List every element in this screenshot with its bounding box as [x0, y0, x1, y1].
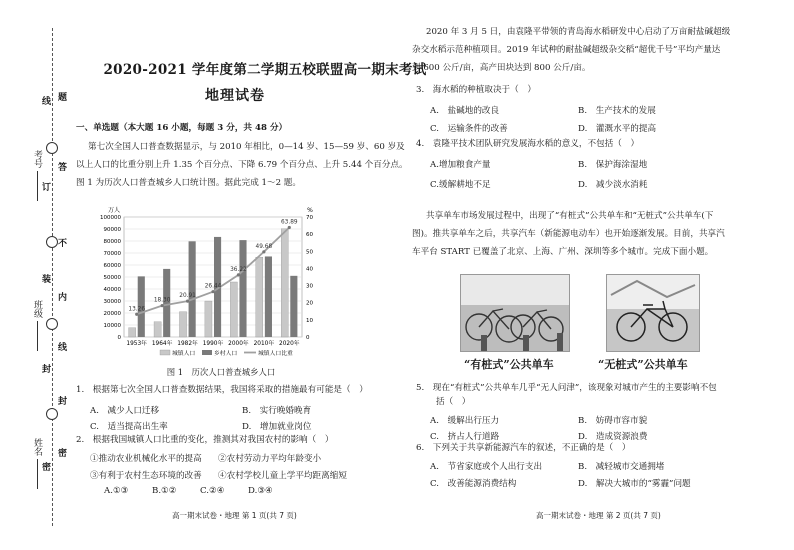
q2-option-d[interactable]: D.③④	[248, 486, 273, 496]
seal-word: 密	[42, 460, 51, 473]
urban-ratio-point	[135, 313, 138, 316]
seal-word: 封	[42, 362, 51, 375]
q4-option-d[interactable]: D. 减少淡水消耗	[578, 180, 648, 190]
seal-word-inner: 密	[58, 449, 68, 459]
y-tick-label: 70000	[103, 251, 121, 257]
urban-bar	[281, 229, 288, 337]
docked-bikes-image	[461, 275, 569, 351]
urban-bar	[205, 301, 212, 337]
q4-option-b[interactable]: B. 保护海涂湿地	[578, 160, 648, 170]
y2-tick-label: 30	[306, 283, 313, 290]
right-page	[412, 0, 772, 550]
legend-ratio: 城镇人口比重	[258, 351, 293, 357]
q2-item: ②农村劳动力平均年龄变小	[218, 454, 322, 464]
q3-option-d[interactable]: D. 灌溉水平的提高	[578, 124, 657, 134]
name-label: 姓名	[32, 438, 42, 456]
data-label: 13.26	[128, 306, 146, 313]
page-footer: 高一期末试卷・地理 第 1 页(共 7 页)	[172, 511, 297, 520]
urban-ratio-point	[262, 250, 265, 253]
legend-urban: 城镇人口	[172, 351, 196, 357]
right-axis-unit: %	[307, 207, 313, 214]
q1-option-c[interactable]: C. 适当提高出生率	[90, 422, 168, 432]
y2-tick-label: 0	[306, 335, 310, 341]
data-label: 20.91	[179, 293, 196, 300]
q1-option-a[interactable]: A. 减少人口迁移	[90, 406, 160, 416]
y2-tick-label: 50	[306, 249, 313, 256]
q2-item: ④农村学校儿童上学平均距离缩短	[218, 471, 347, 481]
urban-bar	[179, 312, 186, 337]
question-1: 1. 根据第七次全国人口普查数据结果，我国将采取的措施最有可能是（ ）	[76, 385, 368, 395]
x-tick-label: 1990年	[202, 341, 224, 347]
seal-word-inner: 答	[58, 163, 68, 173]
intro-line: 图 1 为历次人口普查城乡人口统计图。据此完成 1～2 题。	[76, 178, 301, 188]
question-5-cont: 括（ ）	[436, 397, 471, 407]
q3-option-b[interactable]: B. 生产技术的发展	[578, 106, 656, 116]
y2-tick-label: 70	[306, 215, 313, 221]
q2-item: ③有利于农村生态环境的改善	[90, 471, 202, 481]
exam-number-field[interactable]	[31, 150, 44, 201]
urban-ratio-point	[161, 304, 164, 307]
urban-bar	[230, 282, 237, 337]
y-tick-label: 0	[117, 335, 121, 341]
population-chart-svg	[88, 203, 338, 359]
exam-subtitle: 地理试卷	[205, 88, 265, 104]
rural-bar	[189, 241, 196, 337]
q2-option-b[interactable]: B.①②	[152, 486, 177, 496]
q5-option-c[interactable]: C. 挤占人行道路	[430, 432, 500, 442]
rural-bar	[265, 256, 272, 337]
seal-word-inner: 内	[58, 293, 68, 303]
figure-caption: 图 1 历次人口普查城乡人口	[166, 367, 276, 377]
photo1-caption: “有桩式”公共单车	[464, 358, 554, 371]
q3-option-a[interactable]: A. 盐碱地的改良	[430, 106, 500, 116]
intro-line: 到 600 公斤/亩，高产田块达到 800 公斤/亩。	[412, 63, 591, 73]
class-label: 班级	[32, 300, 42, 318]
y-tick-label: 10000	[103, 323, 121, 329]
x-tick-label: 1982年	[177, 341, 198, 347]
q4-option-a[interactable]: A.增加粮食产量	[430, 160, 491, 170]
binding-hole	[46, 142, 58, 154]
q6-option-d[interactable]: D. 解决大城市的“雾霾”问题	[578, 479, 691, 489]
urban-bar	[256, 257, 263, 337]
intro-line: 第七次全国人口普查数据显示，与 2010 年相比，0—14 岁、15—59 岁、60 岁及	[88, 142, 405, 152]
legend-swatch-rural	[202, 350, 212, 355]
bike-passage-line: 图)。推共享单车之后，共享汽车（新能源电动车）也开始逐渐发展。目前，共享汽	[412, 229, 725, 239]
q1-option-b[interactable]: B. 实行晚婚晚育	[242, 406, 312, 416]
left-axis-unit: 万人	[107, 207, 120, 214]
y-tick-label: 40000	[103, 287, 121, 293]
dockless-bike-image	[607, 275, 699, 351]
binding-margin	[0, 0, 68, 550]
y-tick-label: 80000	[103, 239, 121, 245]
q2-item: ①推动农业机械化水平的提高	[90, 454, 202, 464]
urban-bar	[154, 322, 161, 337]
question-4: 4. 袁隆平技术团队研究发展海水稻的意义，不包括（ ）	[416, 139, 640, 149]
x-tick-label: 2010年	[253, 341, 275, 347]
question-6: 6. 下列关于共享新能源汽车的叙述，不正确的是（ ）	[416, 443, 631, 453]
q5-option-b[interactable]: B. 妨碍市容市貌	[578, 416, 648, 426]
intro-line: 杂交水稻示范种植项目。2019 年试种的耐盐碱超级杂交稻“超优千号”平均产量达	[412, 45, 721, 55]
exam-number-label: 考号	[32, 150, 42, 168]
y-tick-label: 90000	[103, 227, 121, 233]
seal-word: 订	[42, 180, 51, 193]
q2-option-c[interactable]: C.②④	[200, 486, 225, 496]
left-page	[76, 0, 427, 550]
seal-word: 线	[42, 94, 51, 107]
q4-option-c[interactable]: C.缓解耕地不足	[430, 180, 491, 190]
y-tick-label: 60000	[103, 263, 121, 269]
section-heading: 一、单选题（本大题 16 小题，每题 3 分，共 48 分）	[76, 123, 288, 133]
population-chart	[88, 203, 338, 359]
y-tick-label: 100000	[100, 215, 121, 221]
binding-hole	[46, 408, 58, 420]
y-tick-label: 30000	[103, 299, 121, 305]
q5-option-a[interactable]: A. 缓解出行压力	[430, 416, 500, 426]
y2-tick-label: 60	[306, 232, 313, 239]
data-label: 18.30	[153, 297, 171, 304]
y-tick-label: 50000	[103, 275, 121, 281]
q1-option-d[interactable]: D. 增加就业岗位	[242, 422, 312, 432]
bike-passage-line: 车平台 START 已覆盖了北京、上海、广州、深圳等多个城市。完成下面小题。	[412, 247, 714, 257]
dockless-bike-photo	[606, 274, 700, 352]
x-tick-label: 2020年	[279, 341, 300, 347]
urban-ratio-point	[186, 300, 189, 303]
y2-tick-label: 40	[306, 266, 313, 273]
urban-ratio-point	[237, 273, 240, 276]
urban-ratio-point	[288, 226, 291, 229]
docked-bike-photo	[460, 274, 570, 352]
x-tick-label: 2000年	[228, 341, 249, 347]
seal-word-inner: 封	[58, 397, 68, 407]
y2-tick-label: 20	[306, 300, 313, 307]
legend-swatch-urban	[160, 350, 170, 355]
data-label: 63.89	[280, 219, 298, 226]
bike-passage-line: 共享单车市场发展过程中，出现了“有桩式”公共单车和“无桩式”公共单车(下	[426, 211, 714, 221]
seal-word-inner: 线	[58, 343, 68, 353]
photo2-caption: “无桩式”公共单车	[598, 358, 688, 371]
intro-line: 2020 年 3 月 5 日，由袁隆平带领的青岛海水稻研发中心启动了万亩耐盐碱超级	[426, 27, 731, 37]
data-label: 26.44	[204, 283, 222, 290]
rural-bar	[239, 240, 246, 337]
class-field[interactable]	[31, 300, 44, 351]
q6-option-c[interactable]: C. 改善能源消费结构	[430, 479, 517, 489]
page-footer: 高一期末试卷・地理 第 2 页(共 7 页)	[536, 511, 661, 520]
data-label: 49.68	[255, 243, 273, 250]
intro-line: 以上人口的比重分别上升 1.35 个百分点、下降 6.79 个百分点、上升 5.44 个百分点。	[76, 160, 408, 170]
question-3: 3. 海水稻的种植取决于（ ）	[416, 85, 536, 95]
x-tick-label: 1964年	[151, 341, 173, 347]
question-2: 2. 根据我国城镇人口比重的变化，推测其对我国农村的影响（ ）	[76, 435, 334, 445]
q3-option-c[interactable]: C. 运输条件的改善	[430, 124, 508, 134]
legend-rural: 乡村人口	[214, 351, 238, 357]
urban-bar	[129, 328, 136, 337]
y-tick-label: 20000	[103, 311, 121, 317]
binding-hole	[46, 236, 58, 248]
binding-dashed-line	[52, 28, 53, 526]
q6-option-a[interactable]: A. 节省家庭或个人出行支出	[430, 462, 543, 472]
y2-tick-label: 10	[306, 317, 313, 324]
binding-hole	[46, 318, 58, 330]
seal-word-inner: 题	[58, 93, 68, 103]
data-label: 36.22	[230, 266, 247, 273]
exam-title: 2020-2021 学年度第二学期五校联盟高一期末考试	[103, 62, 427, 78]
q2-option-a[interactable]: A.①③	[104, 486, 129, 496]
seal-word: 装	[42, 272, 51, 285]
seal-word-inner: 不	[58, 239, 68, 249]
q6-option-b[interactable]: B. 减轻城市交通拥堵	[578, 462, 665, 472]
urban-ratio-point	[211, 290, 214, 293]
q5-option-d[interactable]: D. 造成资源浪费	[578, 432, 648, 442]
rural-bar	[290, 276, 297, 337]
x-tick-label: 1953年	[126, 341, 147, 347]
question-5: 5. 现在“有桩式”公共单车几乎“无人问津”，该现象对城市产生的主要影响不包	[416, 383, 717, 393]
